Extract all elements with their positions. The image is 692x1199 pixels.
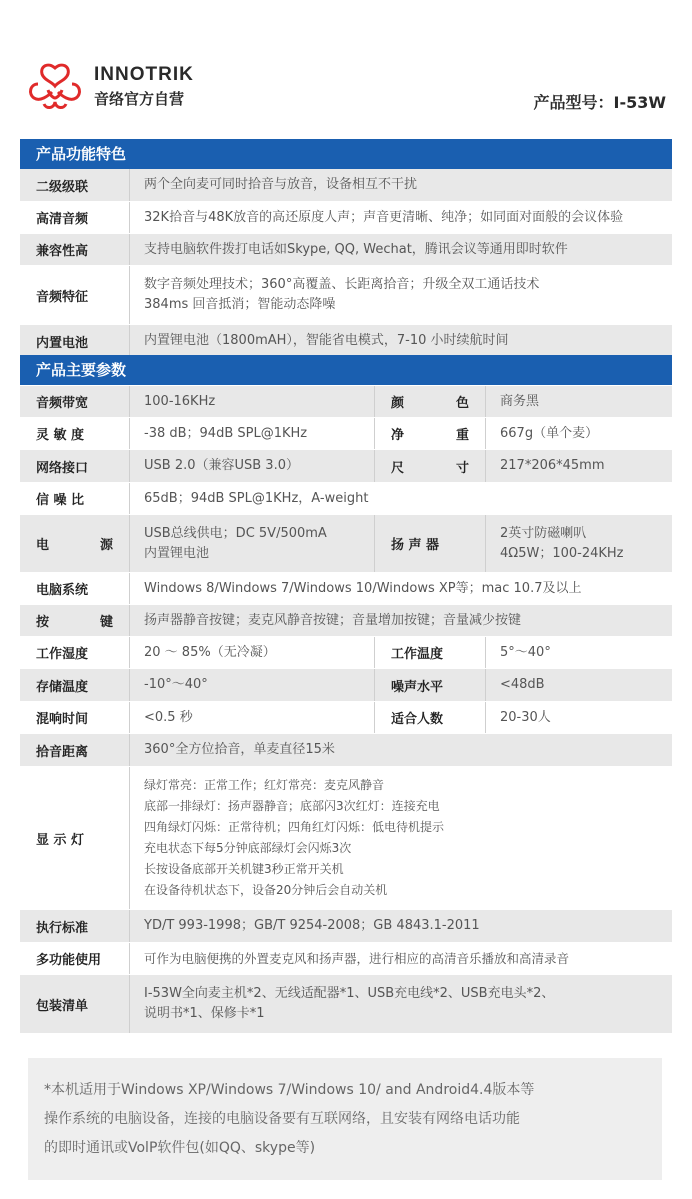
row-value: <0.5 秒 [144, 709, 193, 725]
table-row [20, 325, 672, 358]
row-label: 音频带宽 [20, 386, 130, 417]
row-label: 二级级联 [20, 169, 130, 201]
table-row [20, 702, 672, 734]
table-row [20, 483, 672, 515]
table-row [20, 515, 672, 573]
row-label: 网络接口 [20, 450, 130, 482]
row-value-secondary: 商务黑 [500, 393, 540, 409]
row-value: 360°全方位拾音，单麦直径15米 [144, 742, 335, 757]
value-line: 内置锂电池 [144, 545, 210, 561]
value-line: 在设备待机状态下，设备20分钟后会自动关机 [144, 883, 388, 897]
table-row [20, 573, 672, 605]
row-label [20, 515, 130, 572]
table-row [20, 386, 672, 418]
row-value: Windows 8/Windows 7/Windows 10/Windows XP等；mac 10.7及以上 [144, 580, 582, 596]
value-line: 2英寸防磁喇叭 [500, 525, 587, 541]
value-line: 说明书*1、保修卡*1 [144, 1006, 265, 1021]
table-row [20, 975, 672, 1034]
brand-subtitle: 音络官方自营 [94, 90, 185, 108]
petal-flower-logo-icon [28, 62, 82, 110]
row-value-secondary: <48dB [500, 677, 545, 692]
row-label: 电脑系统 [20, 573, 130, 604]
value-line: 绿灯常亮：正常工作；红灯常亮：麦克风静音 [144, 778, 385, 792]
product-model: 产品型号：I-53W [533, 93, 666, 112]
row-label: 包装清单 [20, 975, 130, 1033]
row-value-secondary: 667g（单个麦） [500, 425, 599, 441]
row-label-secondary [374, 386, 486, 417]
row-value: 两个全向麦可同时拾音与放音，设备相互不干扰 [144, 177, 418, 192]
row-label: 兼容性高 [20, 234, 130, 265]
row-label: 拾音距离 [20, 734, 130, 766]
compatibility-note [28, 1058, 662, 1180]
table-row [20, 734, 672, 767]
row-label-secondary: 扬 声 器 [374, 515, 486, 572]
label-char: 电 [36, 538, 50, 553]
row-label: 执行标准 [20, 910, 130, 942]
row-value-secondary: 20-30人 [500, 709, 551, 725]
row-label: 显 示 灯 [20, 767, 130, 909]
value-line: 底部一排绿灯：扬声器静音；底部闪3次红灯：连接充电 [144, 799, 440, 813]
row-label: 高清音频 [20, 202, 130, 233]
row-label: 信 噪 比 [20, 483, 130, 514]
table-row [20, 418, 672, 450]
table-row [20, 450, 672, 483]
note-line: *本机适用于Windows XP/Windows 7/Windows 10/ and Android4.4版本等 [44, 1082, 535, 1098]
table-row [20, 605, 672, 637]
value-line: 4Ω5W；100-24KHz [500, 545, 624, 561]
row-label: 存储温度 [20, 669, 130, 701]
label-char: 净 [391, 428, 405, 443]
row-value [130, 266, 672, 324]
row-value-secondary: 5°～40° [500, 644, 551, 660]
label-char: 按 [36, 615, 50, 630]
row-value: 32K拾音与48K放音的高还原度人声；声音更清晰、纯净；如同面对面般的会议体验 [144, 209, 624, 225]
label-char: 重 [455, 428, 469, 443]
row-label-secondary: 工作温度 [374, 637, 486, 668]
label-char: 键 [99, 615, 113, 630]
row-value: -38 dB；94dB SPL@1KHz [144, 425, 308, 441]
table-row [20, 202, 672, 234]
row-value-secondary [486, 515, 658, 572]
label-char: 色 [455, 396, 469, 411]
row-label: 音频特征 [20, 266, 130, 324]
table-row [20, 767, 672, 910]
note-line: 的即时通讯或VolP软件包(如QQ、skype等) [44, 1140, 316, 1156]
row-label: 灵 敏 度 [20, 418, 130, 449]
row-value: -10°～40° [144, 677, 208, 692]
row-value: 100-16KHz [144, 393, 216, 409]
table-row [20, 669, 672, 702]
label-char: 尺 [391, 460, 405, 476]
row-value [130, 975, 672, 1033]
row-label [20, 605, 130, 636]
value-line: 充电状态下每5分钟底部绿灯会闪烁3次 [144, 841, 352, 855]
row-value [130, 767, 672, 909]
header [0, 0, 692, 140]
row-value: 65dB；94dB SPL@1KHz，A-weight [144, 490, 369, 506]
row-value-secondary: 217*206*45mm [500, 458, 605, 473]
params-table [20, 386, 672, 1034]
label-char: 颜 [391, 396, 405, 411]
value-line: USB总线供电；DC 5V/500mA [144, 525, 327, 541]
brand-name: INNOTRIK [94, 64, 194, 85]
label-char: 源 [99, 538, 113, 553]
value-line: 数字音频处理技术；360°高覆盖、长距离拾音；升级全双工通话技术 [144, 277, 540, 292]
params-section-title: 产品主要参数 [20, 355, 672, 385]
table-row [20, 234, 672, 266]
value-line: I-53W全向麦主机*2、无线适配器*1、USB充电线*2、USB充电头*2、 [144, 986, 555, 1001]
value-line: 384ms 回音抵消；智能动态降噪 [144, 297, 336, 312]
row-value: YD/T 993-1998；GB/T 9254-2008；GB 4843.1-2011 [144, 918, 480, 933]
label-char: 寸 [455, 460, 469, 476]
table-row [20, 637, 672, 669]
row-label-secondary: 适合人数 [374, 702, 486, 733]
table-row [20, 943, 672, 975]
row-label: 工作湿度 [20, 637, 130, 668]
row-label: 内置电池 [20, 325, 130, 357]
value-line: 长按设备底部开关机键3秒正常开关机 [144, 862, 344, 876]
row-value: 20 ～ 85%（无冷凝） [144, 644, 276, 660]
row-label: 多功能使用 [20, 943, 130, 974]
row-value: 可作为电脑便携的外置麦克风和扬声器，进行相应的高清音乐播放和高清录音 [144, 950, 570, 966]
row-label-secondary: 噪声水平 [374, 669, 486, 701]
value-line: 四角绿灯闪烁：正常待机；四角红灯闪烁：低电待机提示 [144, 820, 445, 834]
features-section-title: 产品功能特色 [20, 139, 672, 169]
table-row [20, 910, 672, 943]
row-value: 支持电脑软件拨打电话如Skype, QQ, Wechat，腾讯会议等通用即时软件 [144, 241, 568, 257]
row-label-secondary [374, 450, 486, 482]
row-value: 内置锂电池（1800mAH），智能省电模式，7-10 小时续航时间 [144, 333, 509, 348]
table-row [20, 169, 672, 202]
features-table [20, 169, 672, 358]
row-value: USB 2.0（兼容USB 3.0） [144, 458, 299, 473]
row-label-secondary [374, 418, 486, 449]
row-value: 扬声器静音按键；麦克风静音按键；音量增加按键；音量减少按键 [144, 612, 522, 628]
row-value [130, 515, 374, 572]
row-label: 混响时间 [20, 702, 130, 733]
table-row [20, 266, 672, 325]
note-line: 操作系统的电脑设备，连接的电脑设备要有互联网络，且安装有网络电话功能 [44, 1111, 520, 1127]
